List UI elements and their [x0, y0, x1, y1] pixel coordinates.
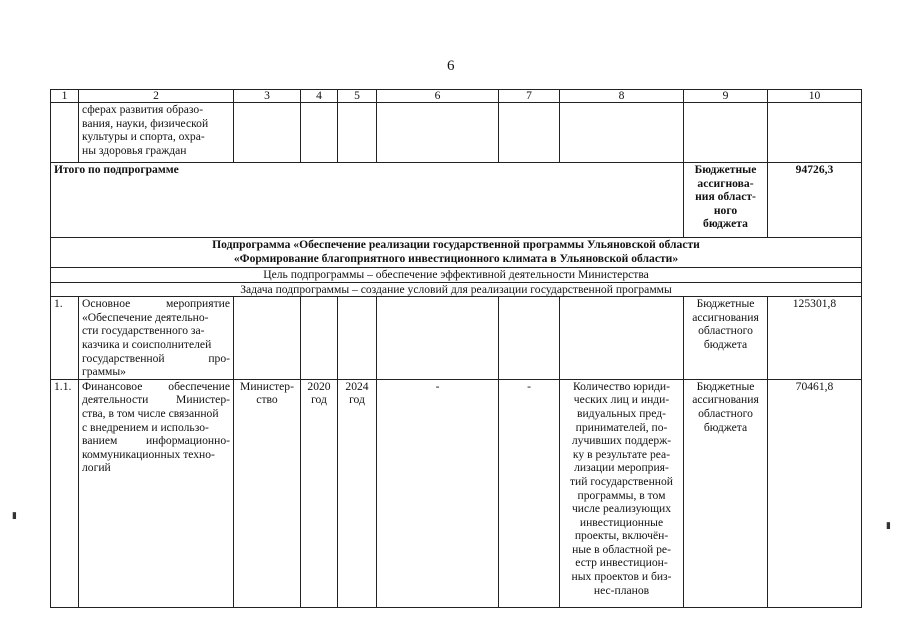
program-table — [50, 89, 862, 608]
scan-mark: ▮ — [886, 520, 891, 530]
column-header: 6 — [377, 90, 499, 103]
subprogram-title: Подпрограмма «Обеспечение реализации государственной программы Ульяновской области «Формирование благоприятного инвестиционного климата в Ульяновской области» — [51, 238, 862, 268]
cell-description: Основное мероприятие «Обеспечение деятельно- сти государственного за- казчика и соисполнителей государственной про- граммы» — [79, 297, 234, 380]
cell-indicator: Количество юриди- ческих лиц и инди- видуальных пред- принимателей, по- лучивших поддерж- ку в результате реа- лизации мероприя- тий государственной программы, в том числе реализующих инвестиционные проекты, включён- ные в областной ре- естр инвестицион- ных проектов и биз- нес-планов — [560, 379, 684, 607]
subprogram-task-row — [51, 282, 862, 297]
total-label: Итого по подпрограмме — [51, 163, 684, 238]
cell-amount: 94726,3 — [768, 163, 862, 238]
cell-funding-source: Бюджетные ассигнования областного бюджета — [684, 379, 768, 607]
cell-start-year: 2020 год — [301, 379, 338, 607]
cell-col6: - — [377, 379, 499, 607]
column-header: 9 — [684, 90, 768, 103]
cell-funding-source: Бюджетные ассигнования областного бюджета — [684, 297, 768, 380]
column-header: 1 — [51, 90, 79, 103]
scan-mark: ▮ — [12, 510, 17, 520]
cell-description: сферах развития образо- вания, науки, физической культуры и спорта, охра- ны здоровья граждан — [79, 103, 234, 163]
column-header: 7 — [499, 90, 560, 103]
subprogram-goal-row — [51, 268, 862, 283]
column-header: 10 — [768, 90, 862, 103]
column-header: 2 — [79, 90, 234, 103]
cell-number: 1.1. — [51, 379, 79, 607]
cell-amount: 70461,8 — [768, 379, 862, 607]
subprogram-title-row — [51, 238, 862, 268]
cell-amount: 125301,8 — [768, 297, 862, 380]
subprogram-task: Задача подпрограммы – создание условий для реализации государственной программы — [51, 282, 862, 297]
cell-number: 1. — [51, 297, 79, 380]
column-number-row — [51, 90, 862, 103]
cell-executor: Министер- ство — [234, 379, 301, 607]
subprogram-goal: Цель подпрограммы – обеспечение эффективной деятельности Министерства — [51, 268, 862, 283]
cell-funding-source: Бюджетные ассигнова- ния област- ного бюджета — [684, 163, 768, 238]
column-header: 5 — [338, 90, 377, 103]
table-row-1-1 — [51, 379, 862, 607]
page-number: 6 — [447, 58, 455, 74]
table-row-1 — [51, 297, 862, 380]
cell-description: Финансовое обеспечение деятельности Министер- ства, в том числе связанной с внедрением и использо- ванием информационно- коммуникационных техно- логий — [79, 379, 234, 607]
column-header: 4 — [301, 90, 338, 103]
column-header: 3 — [234, 90, 301, 103]
cell-col7: - — [499, 379, 560, 607]
column-header: 8 — [560, 90, 684, 103]
cell-end-year: 2024 год — [338, 379, 377, 607]
table-row-continuation — [51, 103, 862, 163]
table-row-total — [51, 163, 862, 238]
